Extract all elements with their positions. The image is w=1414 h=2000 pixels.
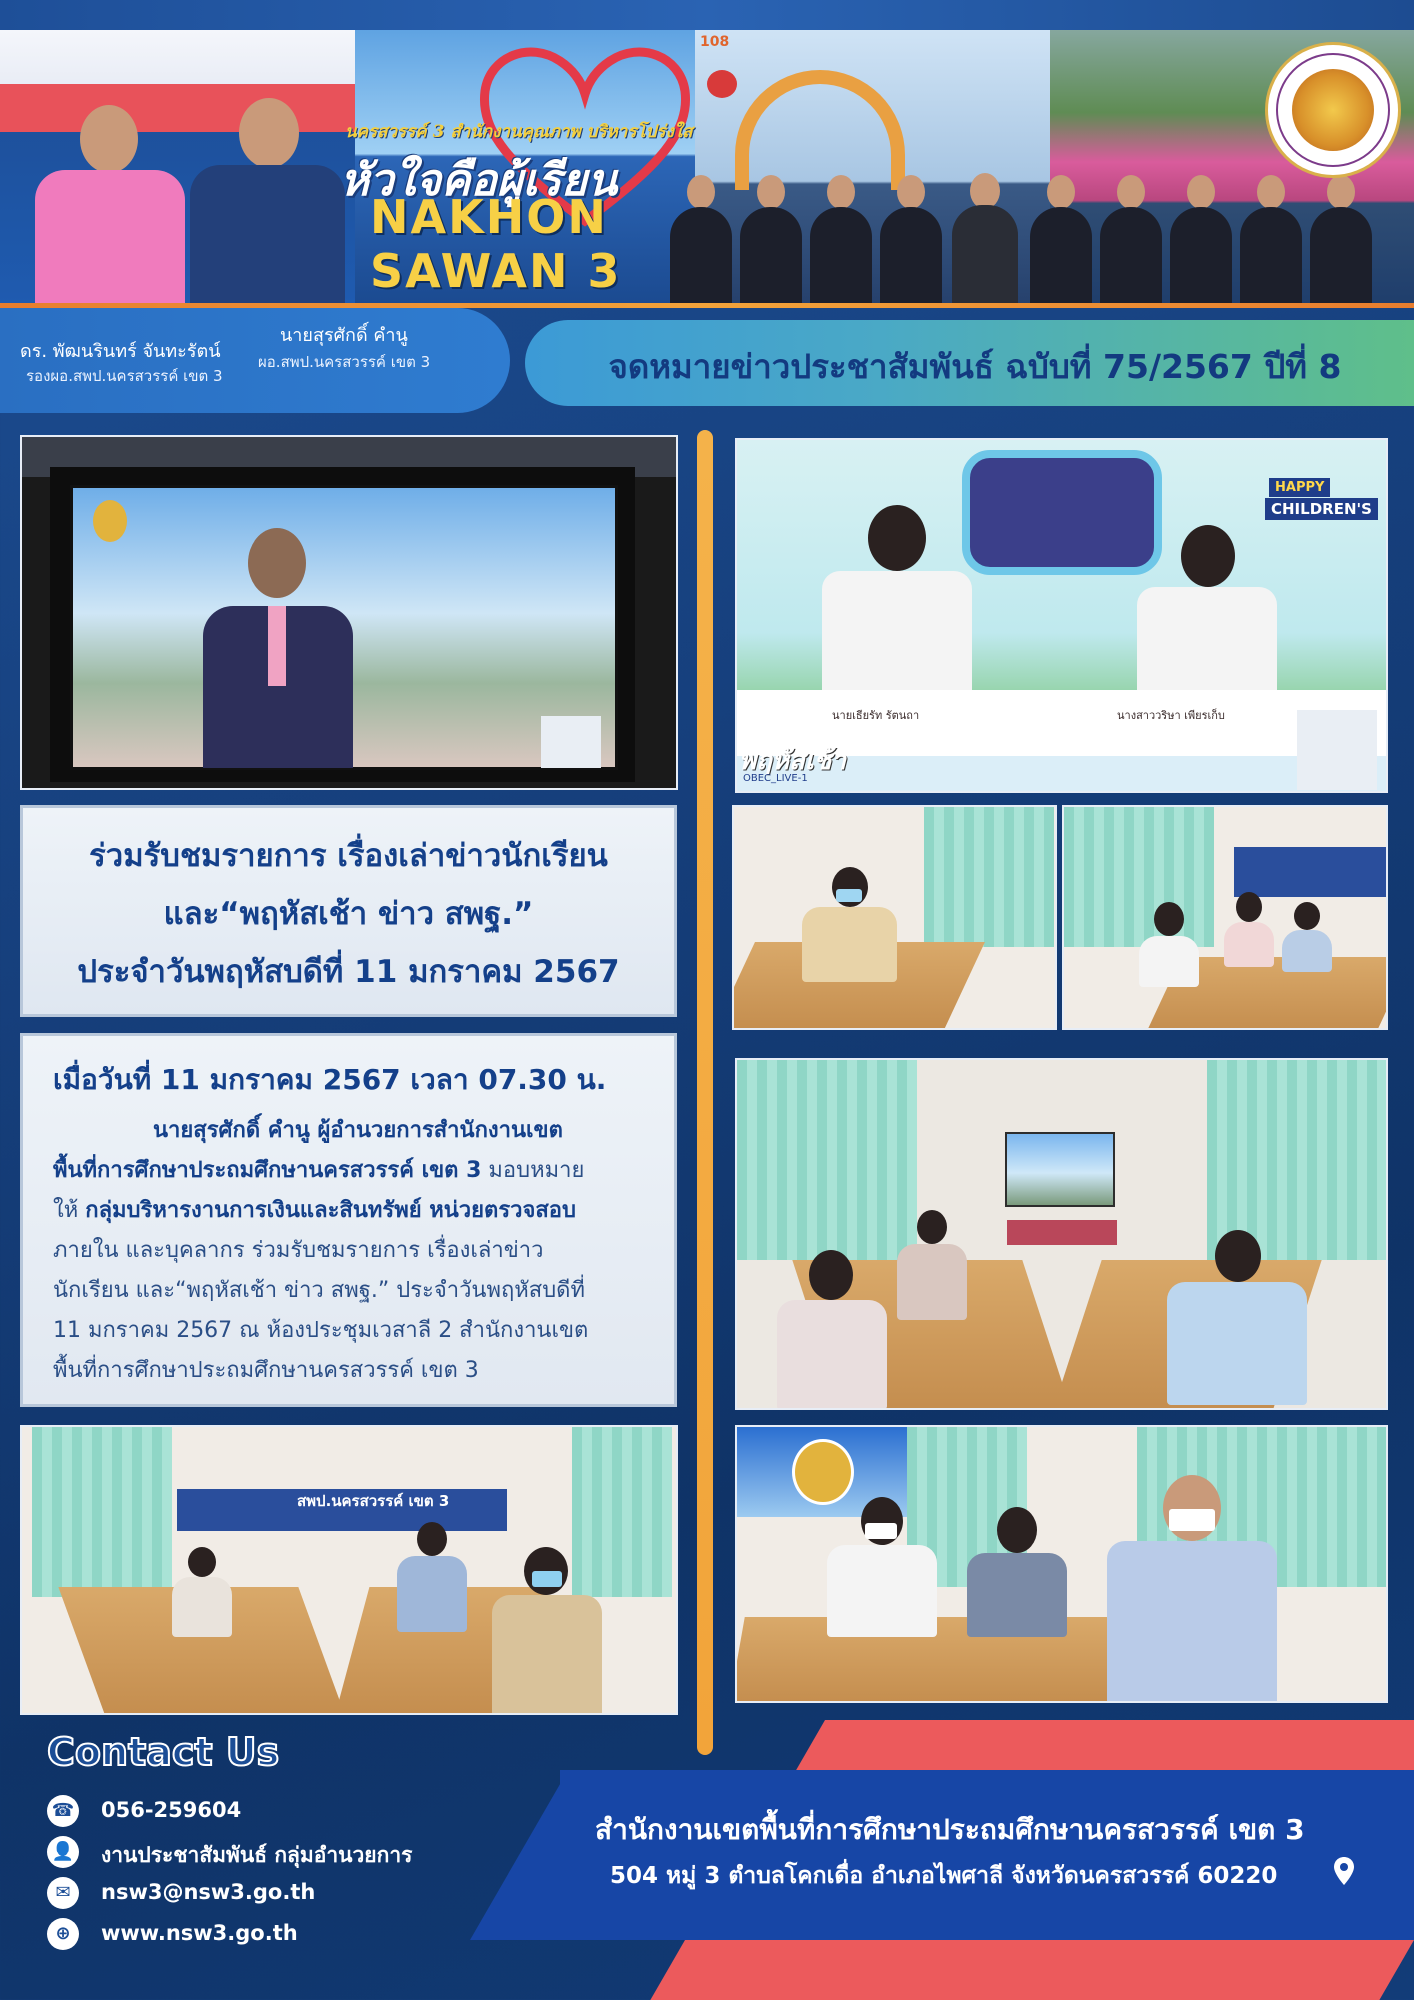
article-line-7: พื้นที่การศึกษาประถมศึกษานครสวรรค์ เขต 3 <box>53 1358 479 1383</box>
executive-title-2: ผอ.สพป.นครสวรรค์ เขต 3 <box>258 353 431 371</box>
globe-icon: ⊕ <box>47 1918 79 1950</box>
contact-title: Contact Us <box>47 1730 280 1774</box>
office-address: 504 หมู่ 3 ตำบลโคกเดื่อ อำเภอไพศาลี จังหวัดนครสวรรค์ 60220 <box>610 1863 1278 1889</box>
meeting-photo-a <box>732 805 1057 1030</box>
phone-number: 056-259604 <box>101 1798 242 1822</box>
footer-office-panel <box>560 1770 1414 1940</box>
happy-label: HAPPY <box>1269 478 1330 497</box>
article-date: เมื่อวันที่ 11 มกราคม 2567 เวลา 07.30 น. <box>53 1063 607 1096</box>
email-link[interactable]: nsw3@nsw3.go.th <box>101 1880 316 1904</box>
article-line-6: 11 มกราคม 2567 ณ ห้องประชุมเวสาลี 2 สำนักงานเขต <box>53 1318 589 1343</box>
staff-group <box>660 175 1410 305</box>
headline-line-1: ร่วมรับชมรายการ เรื่องเล่าข่าวนักเรียน <box>89 838 608 874</box>
issue-title: จดหมายข่าวประชาสัมพันธ์ ฉบับที่ 75/2567 ปีที่ 8 <box>608 347 1342 386</box>
executive-name-1: ดร. พัฒนรินทร์ จันทะรัตน์ <box>20 341 221 362</box>
show-channel: OBEC_LIVE-1 <box>743 773 808 784</box>
meeting-room-wide-photo <box>735 1058 1388 1410</box>
headline-box <box>20 805 677 1017</box>
childrens-day-sticker: CHILDREN'S <box>1265 498 1378 520</box>
title-line-2: SAWAN 3 <box>370 244 622 298</box>
office-banner: สพป.นครสวรรค์ เขต 3 <box>177 1489 507 1531</box>
executive-portrait-2 <box>185 90 350 305</box>
executive-name-2: นายสุรศักดิ์ คำนู <box>280 325 408 346</box>
article-line-1: นายสุรศักดิ์ คำนู ผู้อำนวยการสำนักงานเขต <box>153 1118 563 1143</box>
title-line-1: NAKHON <box>370 190 608 244</box>
nakhon-sawan-title <box>370 190 640 298</box>
department-name: งานประชาสัมพันธ์ กลุ่มอำนวยการ <box>101 1843 413 1867</box>
headline-line-2: และ“พฤหัสเช้า ข่าว สพฐ.” <box>163 896 534 932</box>
slogan-main: หัวใจคือผู้เรียน <box>340 155 618 206</box>
column-divider <box>697 430 713 1755</box>
footer-accent-top <box>795 1720 1414 1772</box>
executive-name-bar <box>0 308 510 413</box>
executive-title-1: รองผอ.สพป.นครสวรรค์ เขต 3 <box>26 367 223 385</box>
meeting-photo-b <box>1062 805 1388 1030</box>
show-caption: พฤหัสเช้า <box>739 746 847 776</box>
location-pin-icon <box>1333 1856 1355 1886</box>
tv-program-photo <box>735 438 1388 793</box>
mail-icon: ✉ <box>47 1877 79 1909</box>
article-line-3: ให้ กลุ่มบริหารงานการเงินและสินทรัพย์ หน่วยตรวจสอบ <box>53 1198 576 1223</box>
article-line-4: ภายใน และบุคลากร ร่วมรับชมรายการ เรื่องเล่าข่าว <box>53 1238 544 1263</box>
phone-icon: ☎ <box>47 1795 79 1827</box>
slogan-small: นครสวรรค์ 3 สำนักงานคุณภาพ บริหารโปร่งใส <box>345 122 693 142</box>
article-body <box>20 1033 677 1407</box>
executives-photo <box>0 30 355 305</box>
presenter-1-label: นายเธียรัท รัตนถา <box>832 709 920 722</box>
tv-broadcast-photo <box>20 435 678 790</box>
article-line-5: นักเรียน และ“พฤหัสเช้า ข่าว สพฐ.” ประจำวันพฤหัสบดีที่ <box>53 1278 585 1303</box>
presenter-2-label: นางสาววริษา เพียรเก็บ <box>1117 709 1225 722</box>
headline-line-3: ประจำวันพฤหัสบดีที่ 11 มกราคม 2567 <box>77 954 620 990</box>
meeting-room-closeup-photo <box>735 1425 1388 1703</box>
article-line-2: พื้นที่การศึกษาประถมศึกษานครสวรรค์ เขต 3 มอบหมาย <box>53 1158 585 1183</box>
footer-accent-bottom <box>650 1940 1414 2000</box>
user-icon: 👤 <box>47 1836 79 1868</box>
header-banner <box>0 30 1414 305</box>
website-link[interactable]: www.nsw3.go.th <box>101 1921 298 1945</box>
office-name: สำนักงานเขตพื้นที่การศึกษาประถมศึกษานครสวรรค์ เขต 3 <box>595 1813 1305 1846</box>
top-stripe <box>0 0 1414 30</box>
issue-banner <box>525 320 1414 406</box>
executive-portrait-1 <box>30 95 190 305</box>
meeting-room-photo-left <box>20 1425 678 1715</box>
anniversary-badge: 108 <box>700 34 730 50</box>
obec-crest-logo <box>1265 42 1401 178</box>
